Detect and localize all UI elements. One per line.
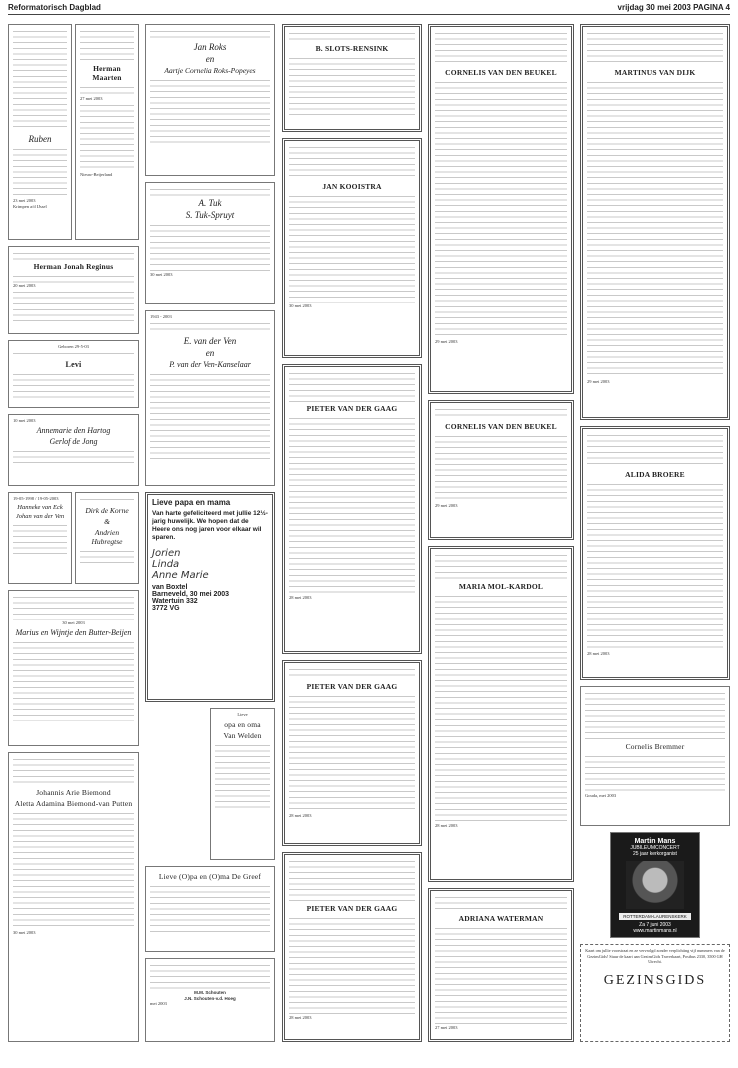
partner-name-2: Aartje Cornelia Roks-Popeyes bbox=[164, 66, 256, 75]
obituary-van-den-beukel-2 bbox=[428, 400, 574, 540]
couple-label: opa en oma bbox=[224, 719, 261, 729]
page-header bbox=[8, 2, 730, 15]
signature-linda: Linda bbox=[152, 559, 180, 570]
gezinsgids-advertisement[interactable] bbox=[580, 944, 730, 1042]
obituary-mol-kardol bbox=[428, 546, 574, 882]
couple-name: Marius en Wijntje den Butter-Beijen bbox=[15, 627, 132, 637]
signature-jorien: Jorien bbox=[152, 548, 181, 559]
child-name: Levi bbox=[65, 359, 82, 369]
announcement-place: Krimpen a/d IJssel bbox=[13, 203, 47, 209]
child-name: Herman Maarten bbox=[92, 64, 122, 82]
announcement-date: 30 mei 2003 bbox=[62, 620, 85, 625]
anniversary-announcement-de-korne bbox=[75, 492, 139, 584]
partner-name-1: Dirk de Korne bbox=[85, 506, 129, 515]
partner-name-2: S. Tuk-Spruyt bbox=[185, 210, 235, 220]
announcement-place: Nieuw-Beijerland bbox=[80, 171, 113, 177]
obituary-waterman bbox=[428, 888, 574, 1042]
partner-name-1: Annemarie den Hartog bbox=[36, 425, 111, 435]
deceased-name: JAN KOOISTRA bbox=[322, 182, 382, 191]
promo-text: Kaart om jullie voorstraat en ze vervrolgd zonder verplichting vijf nummers van de GezinsGids! Stuur de kaart aan GezinsGids Traverkaart, Postbus 2330, 3500 GH Utrecht. bbox=[585, 948, 725, 965]
concert-venue: ROTTERDAM-LAURENSKERK bbox=[619, 913, 691, 920]
deceased-name: MARTINUS VAN DIJK bbox=[614, 68, 696, 77]
gezinsgids-logo: GEZINSGIDS bbox=[603, 972, 707, 988]
anniversary-announcement-de-greef bbox=[145, 866, 275, 952]
partner-name-2: J.N. Schouten-v.d. Hoeg bbox=[184, 995, 236, 1001]
child-name: Herman Jonah Reginus bbox=[33, 262, 114, 271]
partner-name-2: P. van der Ven-Kanselaar bbox=[169, 359, 251, 369]
conjunction: en bbox=[205, 54, 215, 64]
announcement-date: 19-05-1998 / 19-05-2003 bbox=[13, 496, 59, 501]
birth-announcement-levi bbox=[8, 340, 139, 408]
announcement-date: mei 2003 bbox=[150, 1001, 167, 1007]
child-name: Ruben bbox=[28, 134, 52, 144]
conjunction: en bbox=[205, 347, 215, 358]
announcement-date: 28 mei 2003 bbox=[289, 595, 312, 600]
card-title: Lieve bbox=[237, 712, 248, 717]
announcement-date: Gouda, mei 2003 bbox=[585, 793, 617, 798]
concert-subtitle-2: 25 jaar kerkorganist bbox=[633, 851, 677, 857]
partner-name-1: Jan Roks bbox=[193, 42, 227, 52]
anniversary-announcement-den-butter bbox=[8, 590, 139, 746]
partner-name-1: E. van der Ven bbox=[183, 335, 237, 346]
partner-name-1: M.M. Schouten bbox=[194, 990, 226, 995]
announcement-date: 29 mei 2003 bbox=[435, 503, 458, 508]
organist-photo bbox=[626, 861, 684, 909]
anniversary-announcement-roks bbox=[145, 24, 275, 176]
family-name: Van Welden bbox=[223, 730, 262, 740]
announcement-date: 30 mei 2003 bbox=[13, 930, 36, 935]
announcement-date: 23 mei 2003 bbox=[13, 198, 36, 203]
concert-date: Za 7 juni 2003 bbox=[639, 922, 671, 928]
deceased-name: PIETER VAN DER GAAG bbox=[306, 404, 398, 413]
sender-name: Cornelis Bremmer bbox=[625, 742, 685, 751]
announcement-date: 28 mei 2003 bbox=[587, 651, 610, 656]
anniversary-announcement-tuk bbox=[145, 182, 275, 304]
concert-title: Martin Mans bbox=[634, 838, 676, 845]
birth-date: Geboren 29-5-03 bbox=[58, 344, 89, 349]
obituary-van-den-beukel-1 bbox=[428, 24, 574, 394]
zip-code: 3772 VG bbox=[152, 605, 180, 612]
concert-website: www.martinmans.nl bbox=[633, 928, 677, 934]
deceased-name: ALIDA BROERE bbox=[625, 470, 685, 479]
partner-name-2: Gerlof de Jong bbox=[49, 436, 98, 446]
card-title: Lieve papa en mama bbox=[152, 498, 231, 507]
partner-name-1: Hanneke van Eck bbox=[17, 503, 63, 511]
signature-anne-marie: Anne Marie bbox=[152, 570, 209, 581]
obituary-van-der-gaag-3 bbox=[282, 852, 422, 1042]
concert-advertisement bbox=[610, 832, 700, 938]
engagement-announcement bbox=[8, 414, 139, 486]
birth-announcement-herman bbox=[75, 24, 139, 240]
anniversary-announcement-van-der-ven bbox=[145, 310, 275, 486]
obituary-van-der-gaag-2 bbox=[282, 660, 422, 846]
card-message: Van harte gefeliciteerd met jullie 12½-jarig huwelijk. We hopen dat de Heere ons nog jaren voor elkaar wil sparen. bbox=[152, 510, 268, 541]
announcement-date: 27 mei 2003 bbox=[435, 1025, 458, 1030]
announcement-date: 27 mei 2003 bbox=[80, 96, 103, 101]
deceased-name: CORNELIS VAN DEN BEUKEL bbox=[445, 68, 557, 77]
partner-name-2: Aletta Adamina Biemond-van Putten bbox=[14, 799, 133, 808]
thank-you-bremmer bbox=[580, 686, 730, 826]
family-name: van Boxtel bbox=[152, 584, 188, 591]
obituary-slots-rensink bbox=[282, 24, 422, 132]
announcement-date: 28 mei 2003 bbox=[289, 813, 312, 818]
announcement-date: 30 mei 2003 bbox=[289, 303, 312, 308]
date-page: vrijdag 30 mei 2003 PAGINA 4 bbox=[617, 3, 730, 12]
anniversary-announcement-schouten bbox=[145, 958, 275, 1042]
obituary-van-der-gaag-1 bbox=[282, 364, 422, 654]
deceased-name: CORNELIS VAN DEN BEUKEL bbox=[445, 422, 557, 431]
announcement-date: 29 mei 2003 bbox=[435, 339, 458, 344]
deceased-name: MARIA MOL-KARDOL bbox=[458, 582, 544, 591]
announcement-date: 28 mei 2003 bbox=[289, 1015, 312, 1020]
announcement-date: 28 mei 2003 bbox=[435, 823, 458, 828]
anniversary-card-papa-mama bbox=[145, 492, 275, 702]
announcement-date: 29 mei 2003 bbox=[587, 379, 610, 384]
partner-name-2: Johan van der Ven bbox=[15, 512, 65, 520]
obituary-van-dijk bbox=[580, 24, 730, 420]
anniversary-announcement-biemond bbox=[8, 752, 139, 1042]
years: 1943 - 2003 bbox=[150, 314, 172, 319]
concert-subtitle: JUBILEUMCONCERT bbox=[630, 845, 680, 851]
announcement-date: 20 mei 2003 bbox=[13, 283, 36, 288]
birth-announcement-ruben bbox=[8, 24, 72, 240]
birth-announcement-herman-jonah bbox=[8, 246, 139, 334]
street: Watertuin 332 bbox=[152, 598, 198, 605]
partner-name-1: A. Tuk bbox=[198, 198, 222, 208]
announcement-date: 10 mei 2003 bbox=[13, 418, 36, 423]
obituary-broere bbox=[580, 426, 730, 680]
deceased-name: B. SLOTS-RENSINK bbox=[315, 44, 389, 53]
place-date: Barneveld, 30 mei 2003 bbox=[152, 591, 230, 598]
deceased-name: PIETER VAN DER GAAG bbox=[306, 682, 398, 691]
anniversary-announcement-van-welden bbox=[210, 708, 275, 860]
partner-name-2: Andrien Hubregtse bbox=[91, 528, 123, 546]
card-title: Lieve (O)pa en (O)ma De Greef bbox=[158, 872, 262, 881]
deceased-name: ADRIANA WATERMAN bbox=[458, 914, 544, 923]
deceased-name: PIETER VAN DER GAAG bbox=[306, 904, 398, 913]
newspaper-name: Reformatorisch Dagblad bbox=[8, 3, 101, 12]
anniversary-announcement-van-eck bbox=[8, 492, 72, 584]
ampersand: & bbox=[104, 517, 110, 526]
obituary-kooistra bbox=[282, 138, 422, 358]
partner-name-1: Johannis Arie Biemond bbox=[36, 788, 111, 797]
announcement-date: 30 mei 2003 bbox=[150, 272, 173, 277]
